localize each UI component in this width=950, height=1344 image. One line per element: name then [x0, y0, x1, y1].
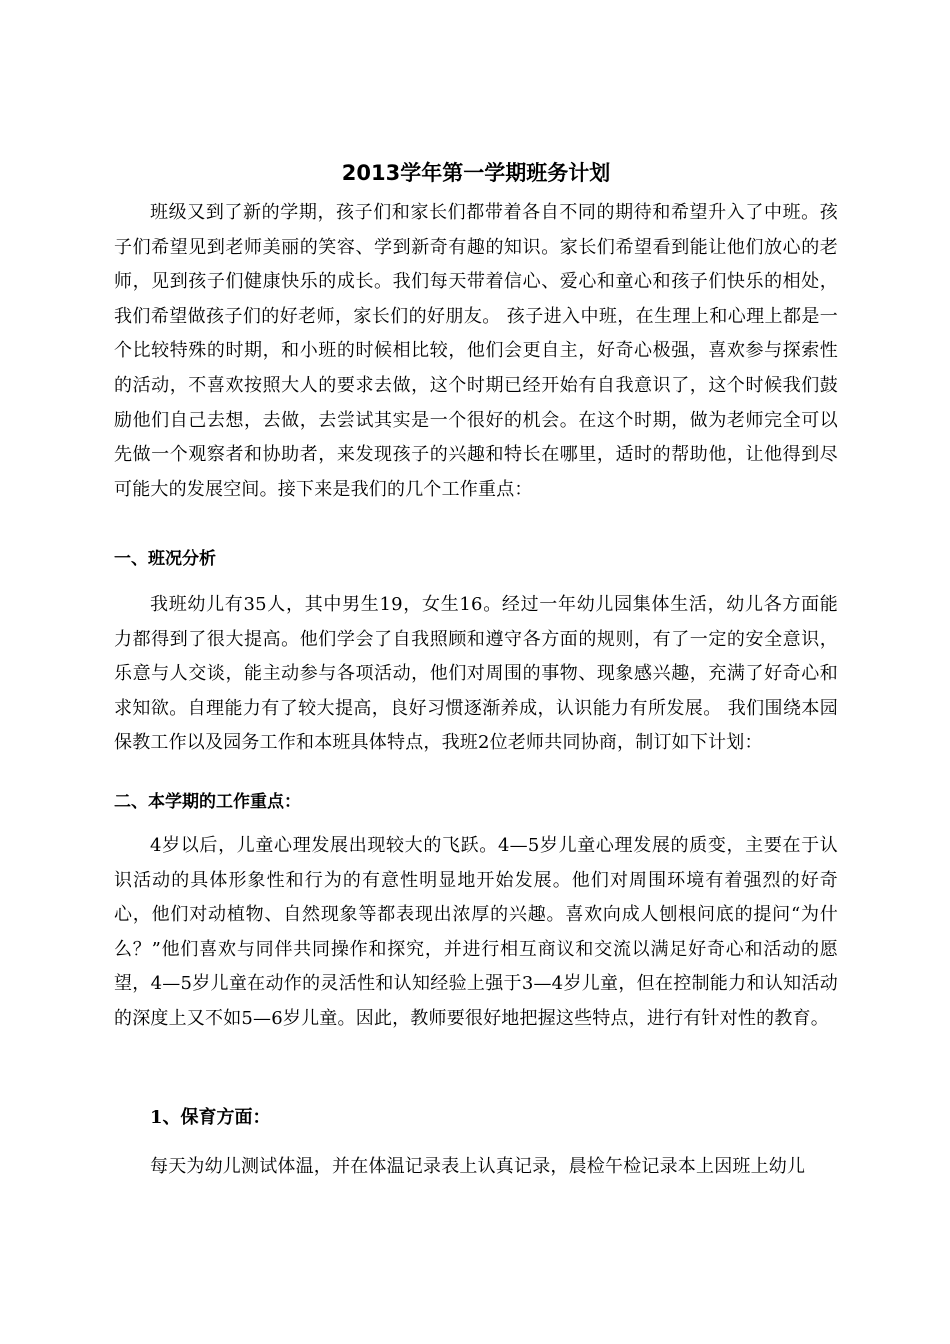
care-paragraph: 每天为幼儿测试体温，并在体温记录表上认真记录，晨检午检记录本上因班上幼儿	[150, 1156, 806, 1177]
section-heading-class-analysis: 一、班况分析	[114, 549, 216, 569]
work-focus-paragraph: 4岁以后，儿童心理发展出现较大的飞跃。4—5岁儿童心理发展的质变，主要在于认识活动的具体形象性和行为的有意性明显地开始发展。他们对周围环境有着强烈的好奇心，他们对动植物、自然现象等都表现出浓厚的兴趣。喜欢向成人刨根问底的提问“为什么？”他们喜欢与同伴共同操作和探究，并进行相互商议和交流以满足好奇心和活动的愿望，4—5岁儿童在动作的灵活性和认知经验上强于3—4岁儿童，但在控制能力和认知活动的深度上又不如5—6岁儿童。因此，教师要很好地把握这些特点，进行有针对性的教育。	[114, 835, 838, 1029]
document-title: 2013学年第一学期班务计划	[341, 161, 611, 185]
subsection-heading-care: 1、保育方面：	[150, 1107, 271, 1128]
section-heading-work-focus: 二、本学期的工作重点：	[114, 792, 301, 812]
intro-paragraph: 班级又到了新的学期，孩子们和家长们都带着各自不同的期待和希望升入了中班。孩子们希望见到老师美丽的笑容、学到新奇有趣的知识。家长们希望看到能让他们放心的老师，见到孩子们健康快乐的成长。我们每天带着信心、爱心和童心和孩子们快乐的相处，我们希望做孩子们的好老师，家长们的好朋友。 孩子进入中班，在生理上和心理上都是一个比较特殊的时期，和小班的时候相比较，他们会更自主，好奇心极强，喜欢参与探索性的活动，不喜欢按照大人的要求去做，这个时期已经开始有自我意识了，这个时候我们鼓励他们自己去想，去做，去尝试其实是一个很好的机会。在这个时期，做为老师完全可以先做一个观察者和协助者，来发现孩子的兴趣和特长在哪里，适时的帮助他，让他得到尽可能大的发展空间。接下来是我们的几个工作重点：	[114, 202, 838, 500]
class-analysis-paragraph: 我班幼儿有35人，其中男生19，女生16。经过一年幼儿园集体生活，幼儿各方面能力都得到了很大提高。他们学会了自我照顾和遵守各方面的规则，有了一定的安全意识，乐意与人交谈，能主动参与各项活动，他们对周围的事物、现象感兴趣，充满了好奇心和求知欲。自理能力有了较大提高，良好习惯逐渐养成，认识能力有所发展。 我们围绕本园保教工作以及园务工作和本班具体特点，我班2位老师共同协商，制订如下计划：	[114, 594, 838, 754]
